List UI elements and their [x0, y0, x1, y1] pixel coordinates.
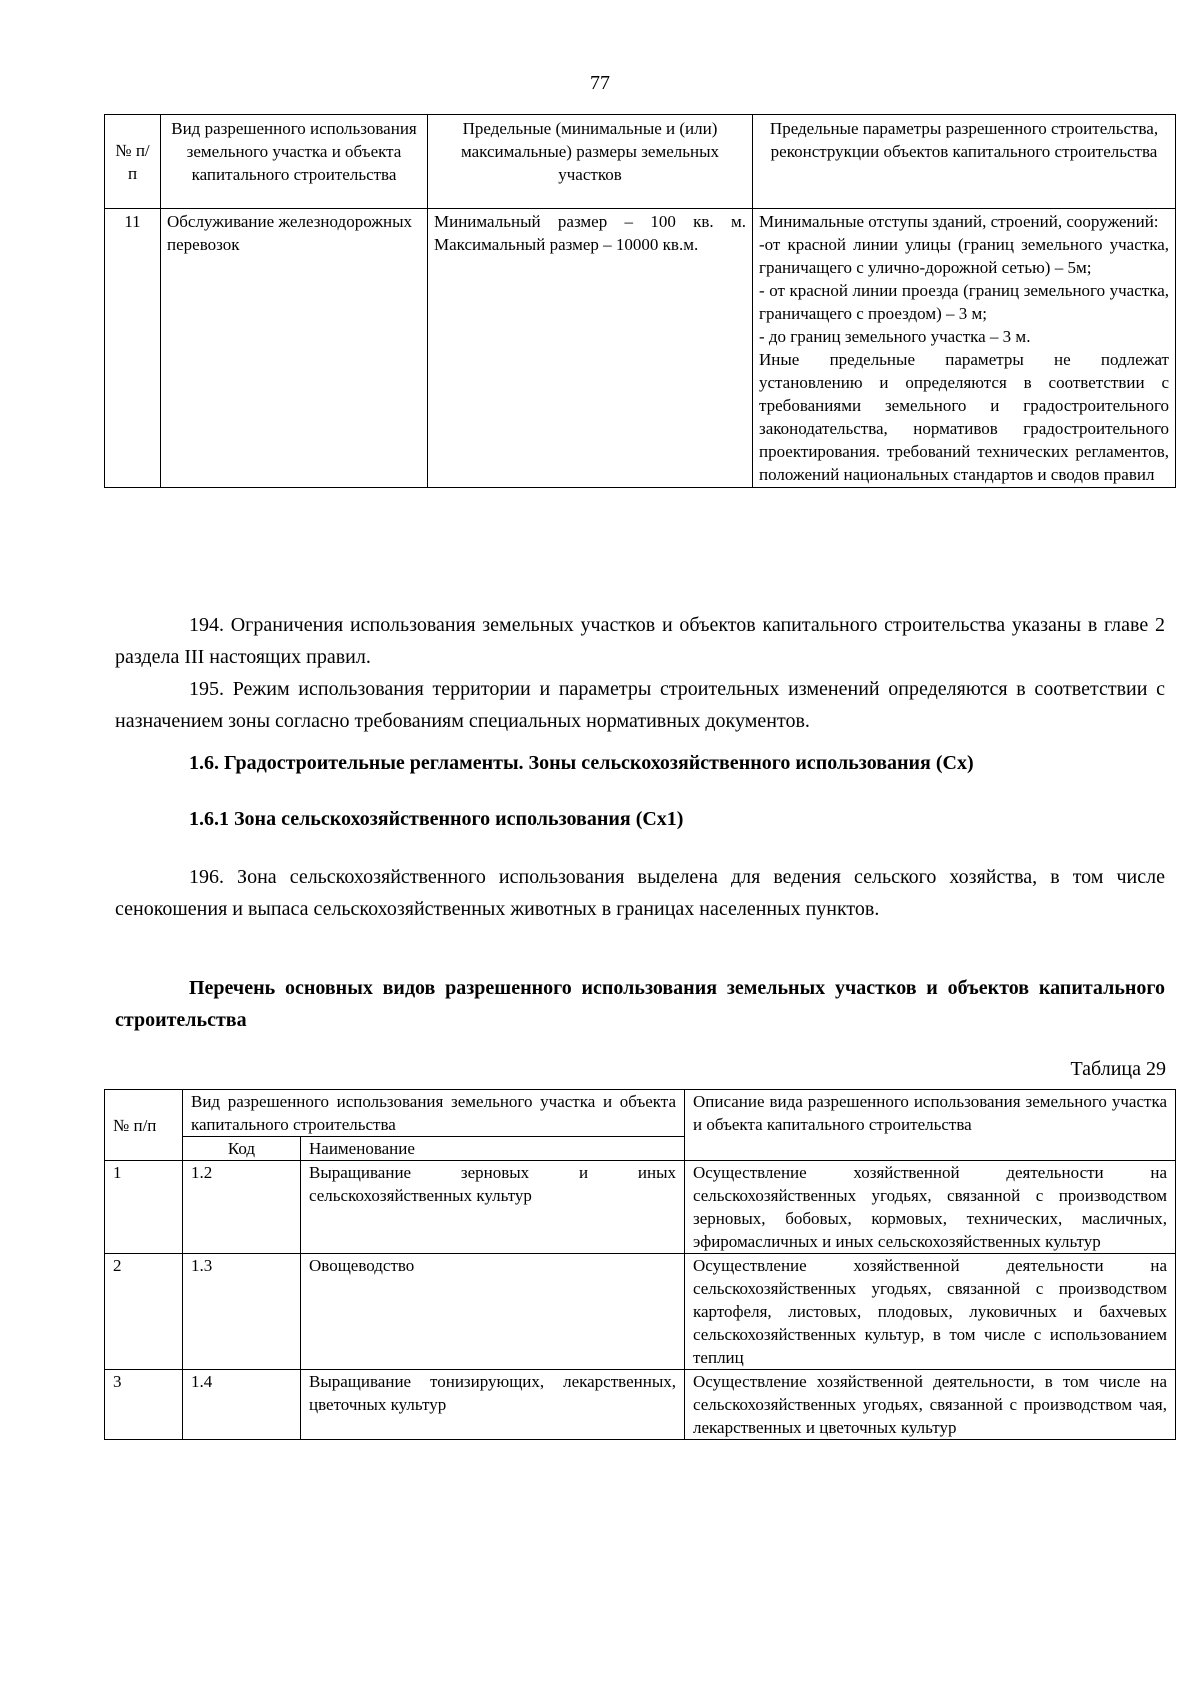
- header-desc: Описание вида разрешенного использования земельного участка и объекта капитального строительства: [685, 1090, 1176, 1161]
- paragraph-196: [115, 861, 1165, 925]
- page-number: 77: [590, 72, 610, 94]
- table-row: [105, 1370, 1176, 1440]
- list-title: [115, 972, 1165, 1036]
- table-header-row: [105, 1090, 1176, 1137]
- row-num: 2: [105, 1254, 183, 1370]
- row-desc: Осуществление хозяйственной деятельности, в том числе на сельскохозяйственных угодьях, связанной с производством чая, лекарственных и цветочных культур: [685, 1370, 1176, 1440]
- row-params: [753, 209, 1176, 488]
- row-code: 1.3: [183, 1254, 301, 1370]
- row-code: 1.2: [183, 1161, 301, 1254]
- header-name: Наименование: [301, 1137, 685, 1161]
- paragraph-195-text: 195. Режим использования территории и параметры строительных изменений определяются в соответствии с назначением зоны согласно требованиям специальных нормативных документов.: [115, 678, 1165, 732]
- params-line: -от красной линии улицы (границ земельного участка, граничащего с улично-дорожной сетью) – 5м;: [759, 235, 1169, 277]
- row-num: 11: [105, 209, 161, 488]
- row-code: 1.4: [183, 1370, 301, 1440]
- row-desc: Осуществление хозяйственной деятельности на сельскохозяйственных угодьях, связанной с производством зерновых, бобовых, кормовых, технических, масличных, эфиромасличных и иных сельскохозяйственных культур: [685, 1161, 1176, 1254]
- list-title-text: Перечень основных видов разрешенного использования земельных участков и объектов капитального строительства: [115, 977, 1165, 1031]
- table-row: [105, 1254, 1176, 1370]
- row-name: Выращивание тонизирующих, лекарственных, цветочных культур: [301, 1370, 685, 1440]
- row-desc: Осуществление хозяйственной деятельности на сельскохозяйственных угодьях, связанной с производством картофеля, листовых, плодовых, луковичных и бахчевых сельскохозяйственных культур, в том числе с использованием теплиц: [685, 1254, 1176, 1370]
- header-sizes: Предельные (минимальные и (или) максимальные) размеры земельных участков: [428, 115, 753, 209]
- row-num: 3: [105, 1370, 183, 1440]
- section-heading-1-6-1: 1.6.1 Зона сельскохозяйственного использования (Сх1): [189, 808, 684, 830]
- header-kind: Вид разрешенного использования земельного участка и объекта капитального строительства: [161, 115, 428, 209]
- table-caption: Таблица 29: [1070, 1058, 1166, 1080]
- section-heading-1-6: 1.6. Градостроительные регламенты. Зоны сельскохозяйственного использования (Сх): [189, 752, 974, 774]
- header-kind: Вид разрешенного использования земельного участка и объекта капитального строительства: [183, 1090, 685, 1137]
- paragraph-194-text: 194. Ограничения использования земельных участков и объектов капитального строительства указаны в главе 2 раздела III настоящих правил.: [115, 614, 1165, 668]
- params-line: Минимальные отступы зданий, строений, сооружений:: [759, 212, 1159, 231]
- paragraph-194: [115, 609, 1165, 673]
- row-kind: Обслуживание железнодорожных перевозок: [161, 209, 428, 488]
- table-row: [105, 209, 1176, 488]
- header-params: Предельные параметры разрешенного строительства, реконструкции объектов капитального строительства: [753, 115, 1176, 209]
- row-name: Овощеводство: [301, 1254, 685, 1370]
- paragraph-196-text: 196. Зона сельскохозяйственного использования выделена для ведения сельского хозяйства, в том числе сенокошения и выпаса сельскохозяйственных животных в границах населенных пунктов.: [115, 866, 1165, 920]
- params-line: - до границ земельного участка – 3 м.: [759, 327, 1031, 346]
- allowed-uses-table: [104, 1089, 1176, 1440]
- header-num: № п/п: [105, 1090, 183, 1161]
- params-line: Иные предельные параметры не подлежат установлению и определяются в соответствии с требованиями земельного и градостроительного законодательства, нормативов градостроительного проектирования. требований технических регламентов, положений национальных стандартов и сводов правил: [759, 350, 1169, 484]
- row-name: Выращивание зерновых и иных сельскохозяйственных культур: [301, 1161, 685, 1254]
- regulation-params-table: [104, 114, 1176, 488]
- row-sizes: Минимальный размер – 100 кв. м. Максимальный размер – 10000 кв.м.: [428, 209, 753, 488]
- table-row: [105, 1161, 1176, 1254]
- table-header-row: [105, 115, 1176, 209]
- row-num: 1: [105, 1161, 183, 1254]
- header-code: Код: [183, 1137, 301, 1161]
- paragraph-195: [115, 673, 1165, 737]
- params-line: - от красной линии проезда (границ земельного участка, граничащего с проездом) – 3 м;: [759, 281, 1169, 323]
- header-num: № п/п: [105, 115, 161, 209]
